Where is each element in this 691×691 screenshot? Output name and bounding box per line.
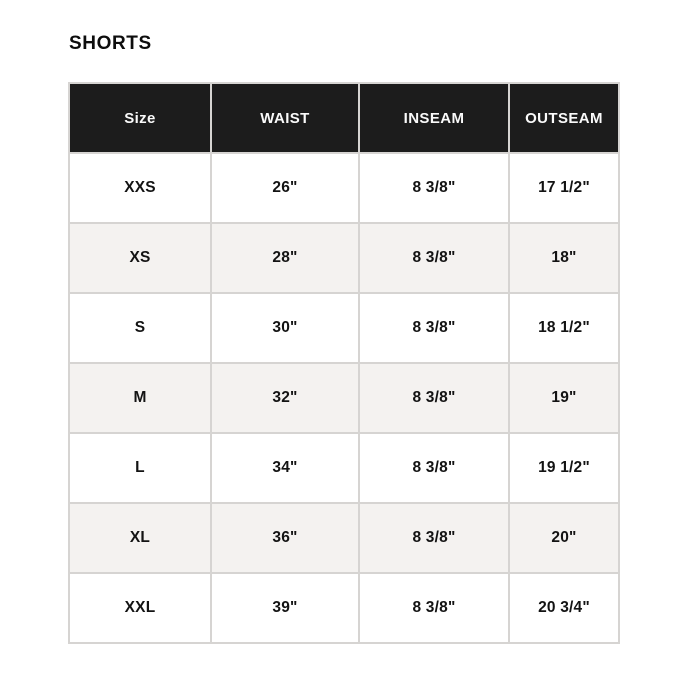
table-row [69,363,619,433]
size-chart-table [68,82,620,644]
table-row [69,573,619,643]
inseam-cell: 8 3/8" [359,363,509,433]
size-cell: M [69,363,211,433]
inseam-cell: 8 3/8" [359,573,509,643]
inseam-cell: 8 3/8" [359,293,509,363]
page-title: SHORTS [69,33,152,54]
waist-cell: 26" [211,153,359,223]
column-header-outseam: OUTSEAM [509,83,619,153]
inseam-cell: 8 3/8" [359,503,509,573]
waist-cell: 32" [211,363,359,433]
size-cell: S [69,293,211,363]
size-cell: XL [69,503,211,573]
waist-cell: 28" [211,223,359,293]
size-cell: XS [69,223,211,293]
table-row [69,293,619,363]
column-header-waist: WAIST [211,83,359,153]
size-cell: XXS [69,153,211,223]
outseam-cell: 17 1/2" [509,153,619,223]
outseam-cell: 18" [509,223,619,293]
outseam-cell: 19 1/2" [509,433,619,503]
waist-cell: 34" [211,433,359,503]
table-row [69,433,619,503]
column-header-size: Size [69,83,211,153]
outseam-cell: 18 1/2" [509,293,619,363]
inseam-cell: 8 3/8" [359,433,509,503]
inseam-cell: 8 3/8" [359,153,509,223]
size-cell: L [69,433,211,503]
outseam-cell: 20 3/4" [509,573,619,643]
table-row [69,503,619,573]
table-row [69,153,619,223]
header-row [69,83,619,153]
size-guide-section [68,34,618,644]
column-header-inseam: INSEAM [359,83,509,153]
inseam-cell: 8 3/8" [359,223,509,293]
waist-cell: 36" [211,503,359,573]
waist-cell: 30" [211,293,359,363]
outseam-cell: 20" [509,503,619,573]
outseam-cell: 19" [509,363,619,433]
waist-cell: 39" [211,573,359,643]
size-cell: XXL [69,573,211,643]
table-row [69,223,619,293]
